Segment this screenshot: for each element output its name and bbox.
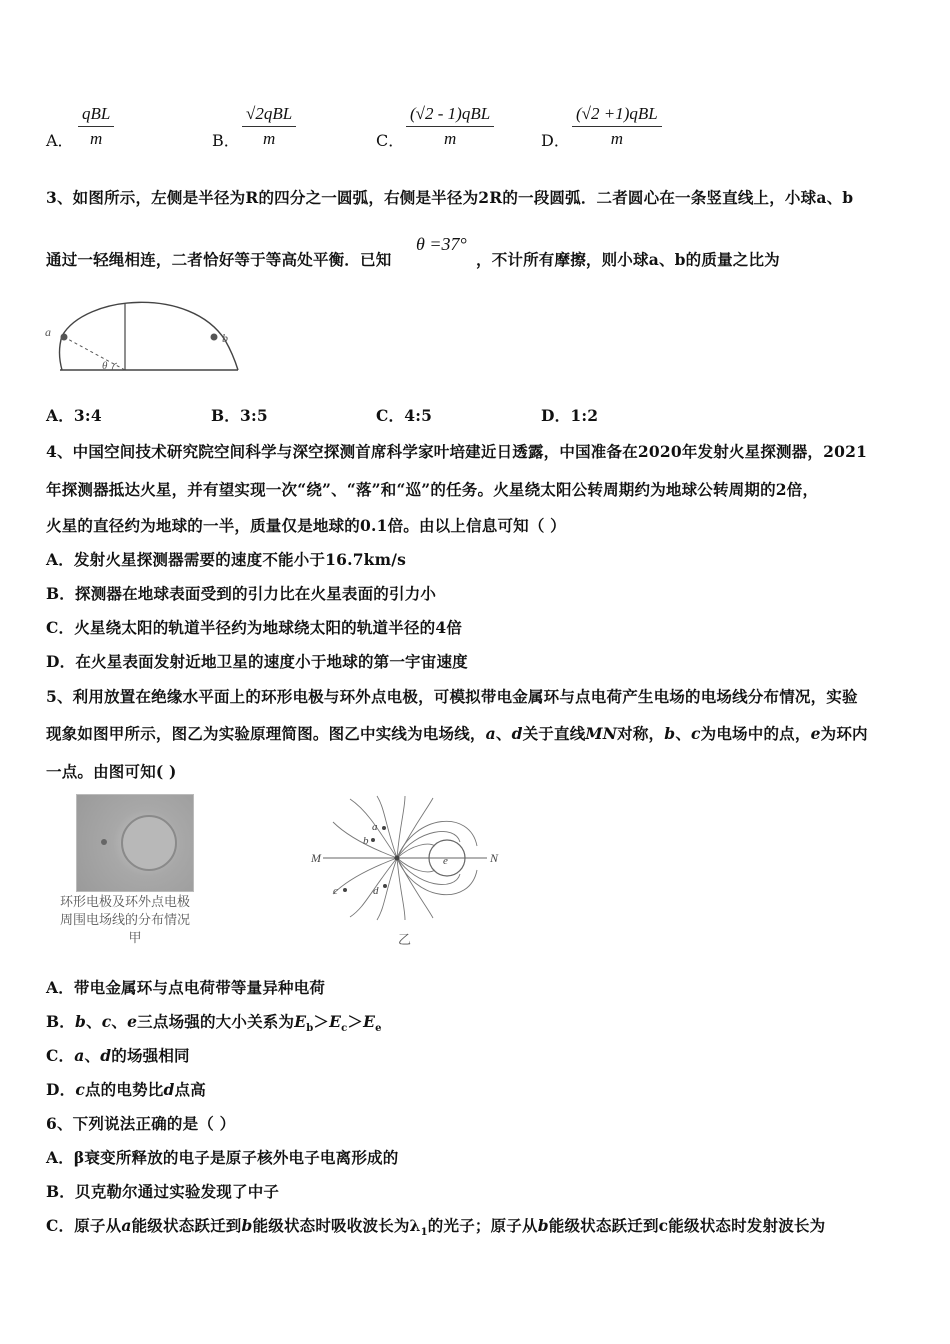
q2-option-c-denominator: m — [443, 129, 457, 148]
q5-ob-E1: E — [294, 1012, 307, 1031]
q5-ob-pre: B． — [46, 1012, 76, 1031]
q3-option-c: C．4:5 — [376, 406, 433, 425]
q2-option-d-denominator: m — [610, 129, 623, 148]
q2-option-b-numerator: √2qBL — [242, 104, 296, 127]
q2-option-a-numerator: qBL — [78, 104, 114, 127]
q5-caption-jia-line2: 周围电场线的分布情况 — [60, 913, 191, 928]
q4-option-a: A．发射火星探测器需要的速度不能小于16.7km/s — [46, 550, 407, 569]
q5-option-d — [46, 1078, 206, 1100]
label-a: a — [372, 821, 378, 833]
q5-option-b — [46, 1010, 382, 1034]
q2-option-d-fraction — [572, 104, 662, 149]
q5-od-2: 点高 — [174, 1080, 206, 1099]
q5-ob-s1: b — [306, 1023, 314, 1035]
q5-option-c — [46, 1044, 190, 1066]
q6-option-c — [46, 1214, 825, 1238]
q6-oc-5: 能级状态跃迁到c能级状态时发射波长为 — [548, 1216, 826, 1235]
q6-oc-2: 能级状态跃迁到 — [131, 1216, 242, 1235]
q3-stem-line2-post: ，不计所有摩擦，则小球a、b的质量之比为 — [476, 250, 780, 269]
angle-arc — [112, 363, 117, 370]
label-d: d — [373, 885, 379, 897]
q5-l2-a: 现象如图甲所示，图乙为实验原理简图。图乙中实线为电场线， — [46, 724, 486, 743]
q5-caption-jia — [60, 894, 210, 948]
q5-ob-3: 三点场强的大小关系为 — [137, 1012, 295, 1031]
q4-option-d: D．在火星表面发射近地卫星的速度小于地球的第一宇宙速度 — [46, 652, 468, 671]
q6-stem: 6、下列说法正确的是（ ） — [46, 1114, 236, 1133]
q6-oc-b2: b — [537, 1216, 549, 1235]
q3-theta-value: θ =37° — [416, 234, 467, 254]
q5-ob-c: c — [101, 1012, 112, 1031]
point-charge — [395, 856, 400, 861]
q5-l2-h: 为环内 — [820, 724, 868, 743]
q5-l2-var-d: d — [511, 724, 523, 743]
q6-oc-b: b — [241, 1216, 253, 1235]
q4-stem-line2: 年探测器抵达火星，并有望实现一次“绕”、“落”和“巡”的任务。火星绕太阳公转周期约为地球公转周期的2倍， — [46, 480, 819, 499]
q2-option-b-denominator: m — [262, 129, 276, 148]
q2-option-b-fraction — [242, 104, 296, 149]
q4-option-c: C．火星绕太阳的轨道半径约为地球绕太阳的轨道半径的4倍 — [46, 618, 463, 637]
q5-field-diagram-yi — [305, 794, 505, 950]
q3-arc-diagram — [40, 290, 250, 380]
q5-ob-E3: E — [363, 1012, 376, 1031]
q5-ob-s3: e — [375, 1023, 382, 1035]
q6-oc-3: 能级状态时吸收波长为λ — [252, 1216, 421, 1235]
q6-oc-1: C．原子从 — [46, 1216, 122, 1235]
q5-ob-s2: c — [341, 1023, 348, 1035]
q2-options-row — [46, 100, 906, 160]
q3-stem-line2-pre: 通过一轻绳相连，二者恰好等于等高处平衡．已知 — [46, 250, 392, 269]
q5-ob-2: 、 — [111, 1012, 128, 1031]
q6-option-b: B．贝克勒尔通过实验发现了中子 — [46, 1182, 280, 1201]
q5-oc-1: 、 — [84, 1046, 101, 1065]
ring-electrode-photo — [121, 815, 177, 871]
q5-l2-g: 为电场中的点， — [700, 724, 811, 743]
q2-option-d-numerator: (√2 +1)qBL — [572, 104, 662, 127]
q2-option-b-label: B． — [212, 131, 240, 150]
q5-l2-e: 对称， — [617, 724, 665, 743]
q2-option-c-label: C． — [376, 131, 405, 150]
q5-l2-var-c: c — [691, 724, 701, 743]
q5-oc-a: a — [74, 1046, 85, 1065]
q5-ob-E2: E — [329, 1012, 342, 1031]
q3-option-d: D．1:2 — [541, 406, 599, 425]
q4-stem-line1: 4、中国空间技术研究院空间科学与深空探测首席科学家叶培建近日透露，中国准备在2020年发射火星探测器，2021 — [46, 442, 868, 461]
q2-option-a-label: A． — [46, 131, 74, 150]
point-electrode-photo — [101, 839, 107, 845]
ball-a — [61, 334, 68, 341]
q5-ob-gt1: ＞ — [313, 1012, 330, 1031]
label-c: c — [333, 885, 338, 897]
label-e: e — [443, 855, 448, 867]
q2-option-a-denominator: m — [90, 129, 103, 148]
radius-dashed — [64, 337, 125, 370]
label-theta: θ — [102, 360, 108, 372]
large-arc — [62, 302, 225, 340]
q3-option-a: A．3:4 — [46, 406, 102, 425]
label-b: b — [222, 331, 228, 345]
q5-ob-1: 、 — [86, 1012, 102, 1031]
caption-yi: 乙 — [398, 933, 412, 948]
q5-oc-2: 的场强相同 — [111, 1046, 190, 1065]
q5-od-1: 点的电势比 — [84, 1080, 164, 1099]
q6-oc-4: 的光子；原子从 — [427, 1216, 538, 1235]
q5-od-d: d — [163, 1080, 175, 1099]
q5-ob-e: e — [127, 1012, 138, 1031]
q5-oc-d: d — [100, 1046, 112, 1065]
q3-stem-line1: 3、如图所示，左侧是半径为R的四分之一圆弧，右侧是半径为2R的一段圆弧．二者圆心在一条竖直线上，小球a、b — [46, 188, 854, 207]
q5-l2-b: 、 — [495, 724, 512, 743]
ball-b — [211, 334, 218, 341]
q4-option-b: B．探测器在地球表面受到的引力比在火星表面的引力小 — [46, 584, 437, 603]
quarter-arc — [60, 336, 63, 370]
q5-l2-var-e: e — [810, 724, 821, 743]
label-n: N — [490, 851, 499, 865]
q5-caption-jia-line1: 环形电极及环外点电极 — [60, 895, 191, 910]
q5-od-pre: D． — [46, 1080, 76, 1099]
q5-ob-gt2: ＞ — [347, 1012, 364, 1031]
q5-stem-line2 — [46, 722, 868, 744]
q6-option-a: A．β衰变所释放的电子是原子核外电子电离形成的 — [46, 1148, 399, 1167]
q5-l2-f: 、 — [675, 724, 692, 743]
label-m: M — [311, 851, 321, 865]
q5-caption-jia-label: 甲 — [128, 931, 142, 946]
q5-stem-line3: 一点。由图可知( ) — [46, 762, 177, 781]
q5-l2-var-b: b — [664, 724, 676, 743]
label-a: a — [45, 325, 51, 339]
q5-l2-var-mn: MN — [585, 724, 618, 743]
q5-oc-pre: C． — [46, 1046, 75, 1065]
q6-oc-sub: 1 — [420, 1227, 428, 1239]
q5-ob-b: b — [75, 1012, 87, 1031]
q5-photo-jia — [76, 794, 194, 892]
q2-option-c-numerator: (√2 - 1)qBL — [406, 104, 494, 127]
q4-stem-line3: 火星的直径约为地球的一半，质量仅是地球的0.1倍。由以上信息可知（ ） — [46, 516, 566, 535]
q2-option-d-label: D． — [541, 131, 570, 150]
q5-l2-c: 关于直线 — [522, 724, 586, 743]
q5-l2-var-a: a — [485, 724, 496, 743]
q2-option-a-fraction — [78, 104, 114, 149]
q2-option-c-fraction — [406, 104, 494, 149]
q5-od-c: c — [75, 1080, 85, 1099]
q5-stem-line1: 5、利用放置在绝缘水平面上的环形电极与环外点电极，可模拟带电金属环与点电荷产生电场的电场线分布情况，实验 — [46, 687, 858, 706]
label-b: b — [363, 835, 369, 847]
q6-oc-a: a — [121, 1216, 132, 1235]
q3-option-b: B．3:5 — [211, 406, 268, 425]
q5-option-a: A．带电金属环与点电荷带等量异种电荷 — [46, 978, 326, 997]
